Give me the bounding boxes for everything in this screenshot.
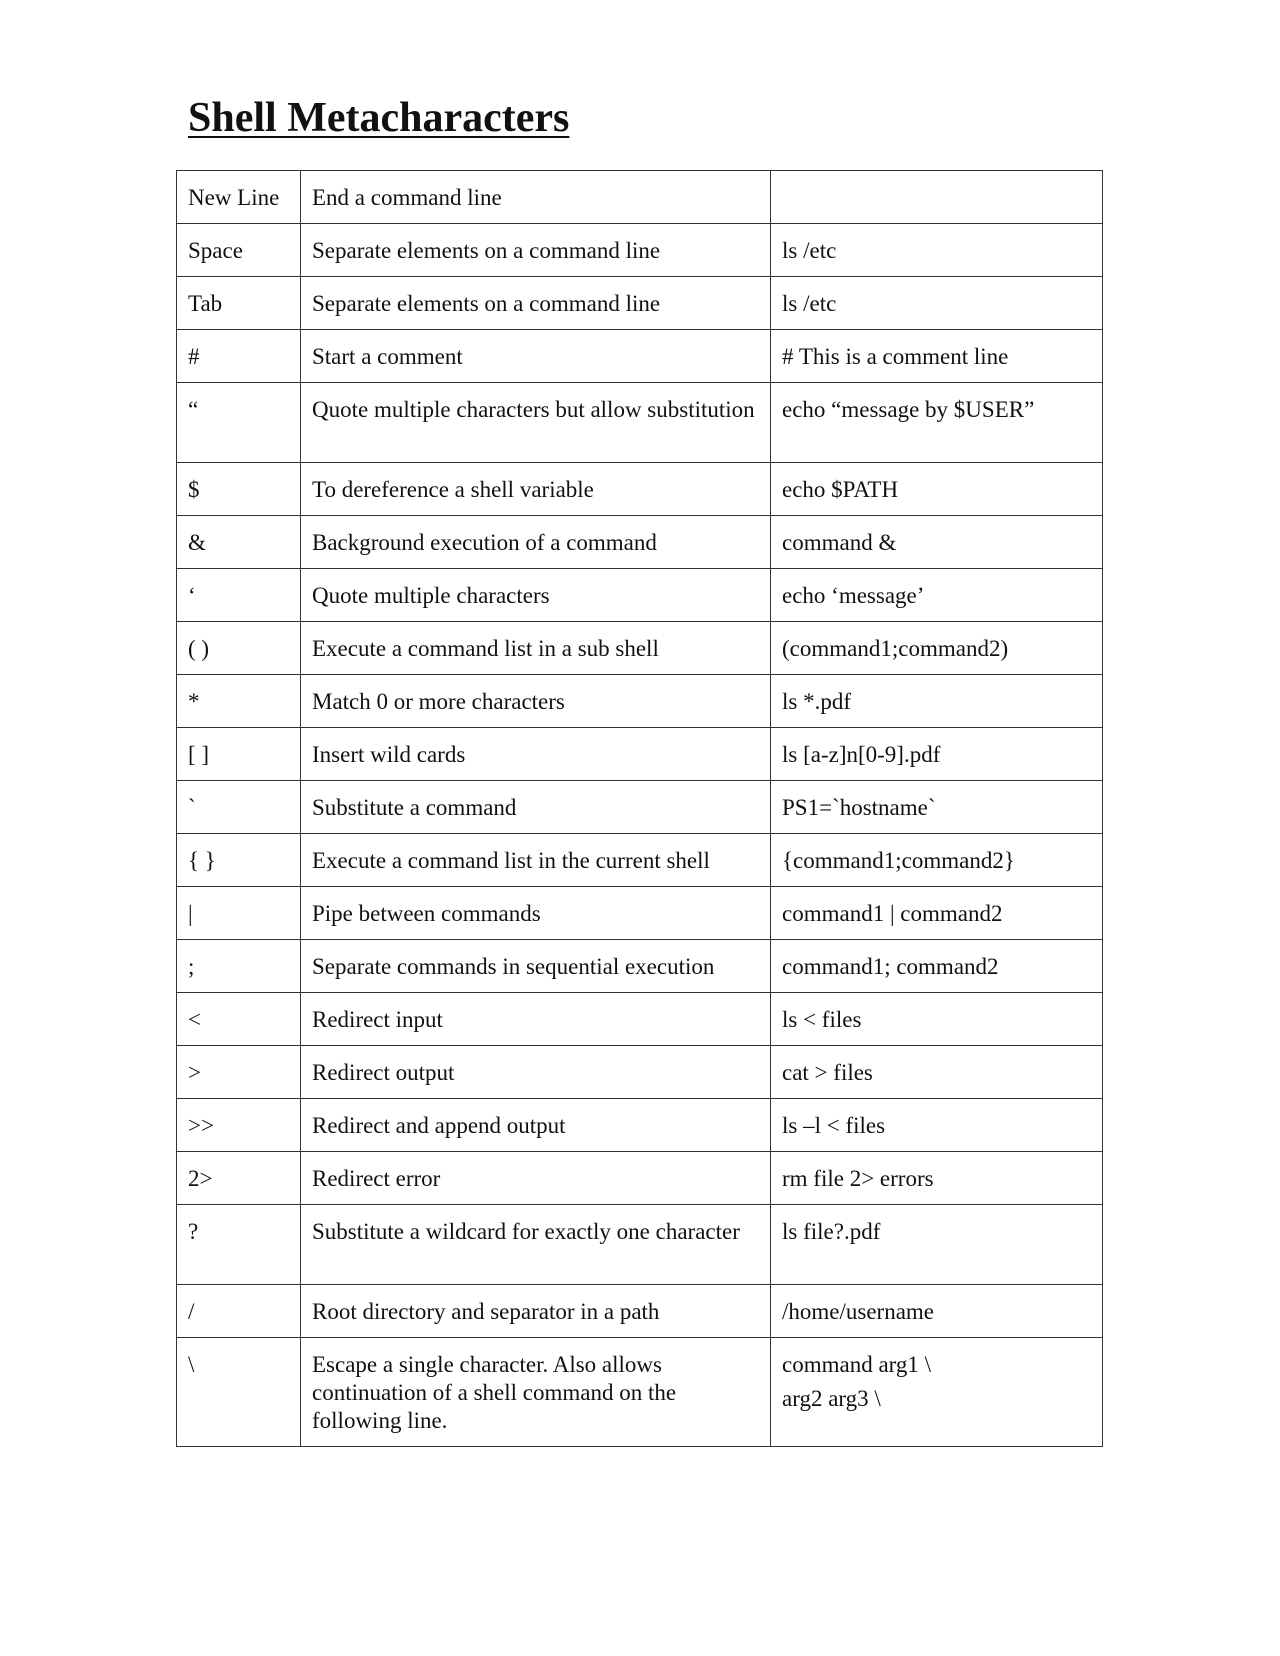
table-row xyxy=(177,1099,1103,1152)
metachar-cell: & xyxy=(177,516,301,569)
table-row xyxy=(177,781,1103,834)
table-row xyxy=(177,675,1103,728)
table-row xyxy=(177,1285,1103,1338)
example-cell: command1; command2 xyxy=(771,940,1103,993)
table-row xyxy=(177,1338,1103,1447)
table-row xyxy=(177,728,1103,781)
example-cell: ls /etc xyxy=(771,224,1103,277)
example-cell: ls /etc xyxy=(771,277,1103,330)
table-row xyxy=(177,1205,1103,1285)
description-cell: Root directory and separator in a path xyxy=(301,1285,771,1338)
description-cell: Start a comment xyxy=(301,330,771,383)
description-cell: Escape a single character. Also allows continuation of a shell command on the following line. xyxy=(301,1338,771,1447)
description-cell: Pipe between commands xyxy=(301,887,771,940)
table-row xyxy=(177,516,1103,569)
description-cell: Redirect and append output xyxy=(301,1099,771,1152)
metachar-cell: [ ] xyxy=(177,728,301,781)
example-cell: cat > files xyxy=(771,1046,1103,1099)
table-row xyxy=(177,834,1103,887)
example-cell: echo $PATH xyxy=(771,463,1103,516)
metachar-cell: Space xyxy=(177,224,301,277)
example-cell: (command1;command2) xyxy=(771,622,1103,675)
metachar-cell: > xyxy=(177,1046,301,1099)
table-row xyxy=(177,940,1103,993)
metachar-cell: | xyxy=(177,887,301,940)
example-cell: PS1=`hostname` xyxy=(771,781,1103,834)
metachar-cell: >> xyxy=(177,1099,301,1152)
example-cell: ls < files xyxy=(771,993,1103,1046)
description-cell: Quote multiple characters xyxy=(301,569,771,622)
example-cell: ls [a-z]n[0-9].pdf xyxy=(771,728,1103,781)
metachar-cell: { } xyxy=(177,834,301,887)
metachar-cell: # xyxy=(177,330,301,383)
description-cell: Redirect error xyxy=(301,1152,771,1205)
table-row xyxy=(177,993,1103,1046)
example-cell: echo “message by $USER” xyxy=(771,383,1103,463)
table-row xyxy=(177,463,1103,516)
description-cell: End a command line xyxy=(301,171,771,224)
description-cell: To dereference a shell variable xyxy=(301,463,771,516)
description-cell: Redirect input xyxy=(301,993,771,1046)
example-line: arg2 arg3 \ xyxy=(782,1386,881,1411)
description-cell: Background execution of a command xyxy=(301,516,771,569)
table-row xyxy=(177,569,1103,622)
example-cell: ls file?.pdf xyxy=(771,1205,1103,1285)
metachar-cell: / xyxy=(177,1285,301,1338)
metachar-cell: “ xyxy=(177,383,301,463)
description-cell: Substitute a command xyxy=(301,781,771,834)
metachar-cell: ` xyxy=(177,781,301,834)
example-cell: {command1;command2} xyxy=(771,834,1103,887)
metachar-cell: * xyxy=(177,675,301,728)
table-row xyxy=(177,1152,1103,1205)
description-cell: Separate commands in sequential execution xyxy=(301,940,771,993)
description-cell: Insert wild cards xyxy=(301,728,771,781)
metachar-cell: ? xyxy=(177,1205,301,1285)
metachar-cell: New Line xyxy=(177,171,301,224)
table-row xyxy=(177,887,1103,940)
example-cell: /home/username xyxy=(771,1285,1103,1338)
description-cell: Execute a command list in the current shell xyxy=(301,834,771,887)
description-cell: Match 0 or more characters xyxy=(301,675,771,728)
description-cell: Separate elements on a command line xyxy=(301,277,771,330)
description-cell: Separate elements on a command line xyxy=(301,224,771,277)
metachar-cell: < xyxy=(177,993,301,1046)
metachar-cell: Tab xyxy=(177,277,301,330)
metachar-cell: $ xyxy=(177,463,301,516)
example-cell: ls *.pdf xyxy=(771,675,1103,728)
table-row xyxy=(177,224,1103,277)
table-row xyxy=(177,330,1103,383)
example-cell: rm file 2> errors xyxy=(771,1152,1103,1205)
example-cell xyxy=(771,1338,1103,1447)
description-cell: Substitute a wildcard for exactly one character xyxy=(301,1205,771,1285)
example-cell xyxy=(771,171,1103,224)
table-row xyxy=(177,1046,1103,1099)
metachar-cell: \ xyxy=(177,1338,301,1447)
example-cell: echo ‘message’ xyxy=(771,569,1103,622)
description-cell: Redirect output xyxy=(301,1046,771,1099)
example-cell: ls –l < files xyxy=(771,1099,1103,1152)
table-row xyxy=(177,383,1103,463)
example-cell: # This is a comment line xyxy=(771,330,1103,383)
metachar-cell: ‘ xyxy=(177,569,301,622)
metachar-cell: ; xyxy=(177,940,301,993)
table-row xyxy=(177,171,1103,224)
description-cell: Execute a command list in a sub shell xyxy=(301,622,771,675)
description-cell: Quote multiple characters but allow substitution xyxy=(301,383,771,463)
page-title: Shell Metacharacters xyxy=(188,95,570,141)
metachar-cell: 2> xyxy=(177,1152,301,1205)
metachar-cell: ( ) xyxy=(177,622,301,675)
example-cell: command1 | command2 xyxy=(771,887,1103,940)
metacharacters-table xyxy=(176,170,1103,1447)
example-line: command arg1 \ xyxy=(782,1352,932,1377)
example-cell: command & xyxy=(771,516,1103,569)
table-row xyxy=(177,277,1103,330)
table-row xyxy=(177,622,1103,675)
